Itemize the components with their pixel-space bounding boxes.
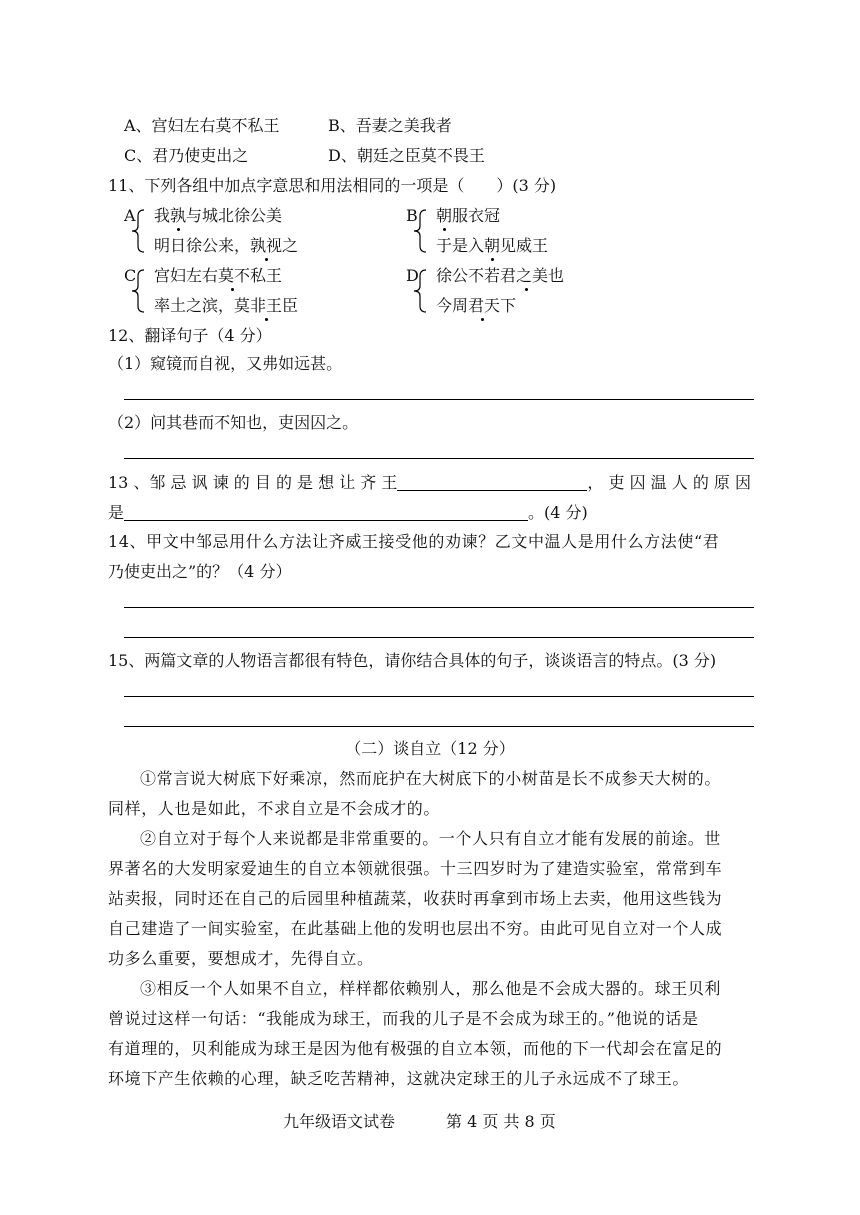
emphasis-dot: [481, 318, 484, 321]
q14-line-1: 14、甲文中邹忌用什么方法让齐威王接受他的劝谏？乙文中温人是用什么方法使“君: [108, 532, 720, 551]
q10-option-c: C、君乃使吏出之: [124, 146, 249, 165]
q13-blank-1[interactable]: [397, 474, 587, 491]
q12-stem: 12、翻译句子（4 分）: [108, 326, 272, 345]
q11-option-b-label: B: [406, 206, 418, 225]
q11-stem: 11、下列各组中加点字意思和用法相同的一项是（ ）(3 分): [108, 176, 557, 195]
footer-exam-name: 九年级语文试卷: [283, 1112, 396, 1131]
paragraph-2-line-4: 自己建造了一间实验室，在此基础上他的发明也层出不穷。由此可见自立对一个人成: [108, 919, 723, 938]
emphasis-dot: [443, 228, 446, 231]
paragraph-2-line-1: ②自立对于每个人来说都是非常重要的。一个人只有自立才能有发展的前途。世: [140, 829, 722, 848]
q13-text-2: ， 吏 囚 温 人 的 原 因: [587, 473, 752, 492]
q13-text-1: 13 、邹 忌 讽 谏 的 目 的 是 想 让 齐 王: [108, 473, 398, 492]
q13-text-3: 是: [108, 503, 125, 522]
paragraph-3-line-2: 曾说过这样一句话：“我能成为球王，而我的儿子是不会成为球王的。”他说的话是: [108, 1009, 699, 1028]
q15-line-1: 15、两篇文章的人物语言都很有特色，请你结合具体的句子，谈谈语言的特点。(3 分): [108, 651, 717, 670]
paragraph-3-line-3: 有道理的，贝利能成为球王是因为他有极强的自立本领，而他的下一代却会在富足的: [108, 1039, 723, 1058]
q11-c-line1: 宫妇左右莫不私王: [154, 266, 283, 285]
paragraph-3-line-1: ③相反一个人如果不自立，样样都依赖别人，那么他是不会成大器的。球王贝利: [140, 979, 722, 998]
paragraph-2-line-5: 功多么重要，要想成才，先得自立。: [108, 949, 374, 968]
paragraph-1-line-2: 同样，人也是如此，不求自立是不会成才的。: [108, 799, 441, 818]
footer-page-number: 第 4 页 共 8 页: [446, 1112, 556, 1131]
answer-line[interactable]: [124, 726, 754, 727]
answer-line[interactable]: [124, 399, 754, 400]
q12-sentence-1: （1）窥镜而自视，又弗如远甚。: [108, 354, 343, 373]
q10-option-a: A、宫妇左右莫不私王: [124, 116, 280, 135]
emphasis-dot: [525, 288, 528, 291]
q11-a-line1: 我孰与城北徐公美: [154, 206, 283, 225]
q11-option-a-label: A: [124, 206, 136, 225]
answer-line[interactable]: [124, 696, 754, 697]
emphasis-dot: [265, 318, 268, 321]
answer-line[interactable]: [124, 607, 754, 608]
answer-line[interactable]: [124, 637, 754, 638]
answer-line[interactable]: [124, 458, 754, 459]
q13-line-1: [108, 473, 751, 493]
q13-blank-2[interactable]: [124, 504, 528, 521]
q11-d-line2: 今周君天下: [436, 296, 517, 315]
q11-d-line1: 徐公不若君之美也: [436, 266, 565, 285]
q11-d-brace: [412, 268, 428, 314]
emphasis-dot: [265, 258, 268, 261]
q11-a-line2: 明日徐公来，孰视之: [154, 236, 299, 255]
q11-c-line2: 率土之滨，莫非王臣: [154, 296, 299, 315]
emphasis-dot: [491, 258, 494, 261]
paragraph-2-line-3: 站卖报，同时还在自己的后园里种植蔬菜，收获时再拿到市场上去卖，他用这些钱为: [108, 889, 723, 908]
q11-b-line1: 朝服衣冠: [436, 206, 501, 225]
paragraph-2-line-2: 界著名的大发明家爱迪生的自立本领就很强。十三四岁时为了建造实验室，常常到车: [108, 859, 723, 878]
q11-c-brace: [130, 268, 146, 314]
q11-b-line2: 于是入朝见威王: [436, 236, 549, 255]
q14-line-2: 乃使吏出之”的？（4 分）: [108, 562, 292, 581]
q11-option-c-label: C: [124, 266, 137, 285]
q13-line-2: [108, 503, 588, 523]
q10-option-b: B、吾妻之美我者: [328, 116, 452, 135]
q12-sentence-2: （2）问其巷而不知也，吏因囚之。: [108, 413, 359, 432]
q11-b-brace: [412, 208, 428, 254]
paragraph-3-line-4: 环境下产生依赖的心理，缺乏吃苦精神，这就决定球王的儿子永远成不了球王。: [108, 1069, 690, 1088]
section-title: （二）谈自立（12 分）: [345, 739, 515, 758]
q11-a-brace: [130, 208, 146, 254]
q13-text-4: 。(4 分): [528, 503, 588, 522]
paragraph-1-line-1: ①常言说大树底下好乘凉，然而庇护在大树底下的小树苗是长不成参天大树的。: [140, 769, 722, 788]
emphasis-dot: [177, 228, 180, 231]
q10-option-d: D、朝廷之臣莫不畏王: [328, 146, 485, 165]
q11-option-d-label: D: [406, 266, 419, 285]
emphasis-dot: [231, 288, 234, 291]
